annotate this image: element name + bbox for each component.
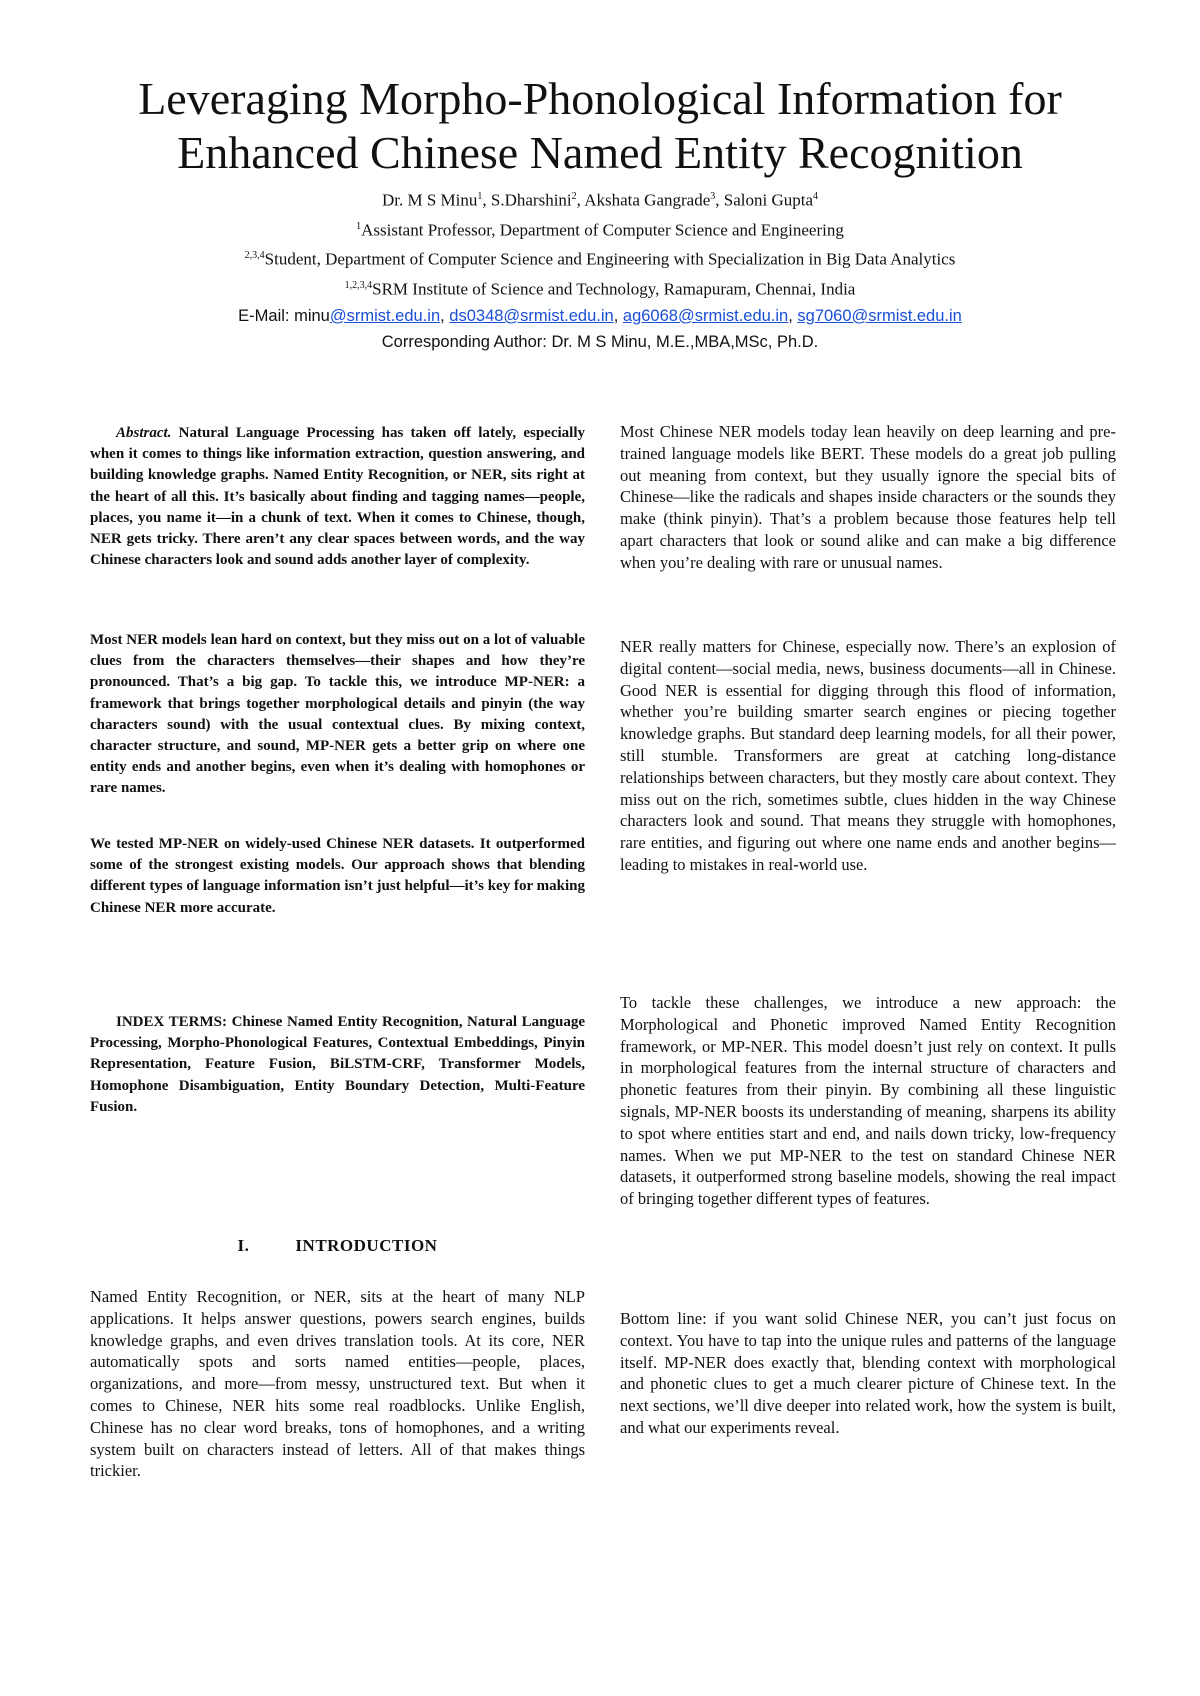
right-paragraph-1: Most Chinese NER models today lean heavily on deep learning and pre-trained language models like BERT. These models do a great job pulling out meaning from context, but they usually ignore the special bits of Chinese—like the radicals and shapes inside characters or the sounds they make (think pinyin). That’s a problem because those features help tell apart characters that look or sound alike and can make a big difference when you’re dealing with rare or unusual names.	[620, 422, 1116, 572]
paper-title	[60, 72, 1140, 180]
right-paragraph-2: NER really matters for Chinese, especially now. There’s an explosion of digital content—social media, news, business documents—all in Chinese. Good NER is essential for digging through this flood of information, whether you’re building smarter search engines or piecing together knowledge graphs. But standard deep learning models, for all their power, still stumble. Transformers are great at catching long-distance relationships between characters, but they mostly care about context. They miss out on the rich, sometimes subtle, clues hidden in the way Chinese characters look and sound. That means they struggle with homophones, rare entities, and figuring out where one name ends and another begins—leading to mistakes in real-world use.	[620, 637, 1116, 874]
corresponding-author: Corresponding Author: Dr. M S Minu, M.E.,MBA,MSc, Ph.D.	[381, 332, 819, 351]
abstract-paragraph-3: We tested MP-NER on widely-used Chinese NER datasets. It outperformed some of the strongest existing models. Our approach shows that blending different types of language information isn’t just helpful—it’s key for making Chinese NER more accurate.	[90, 836, 585, 916]
title-line-2: Enhanced Chinese Named Entity Recognition	[177, 127, 1023, 178]
section-title: INTRODUCTION	[295, 1236, 438, 1255]
author-list: Dr. M S Minu$^1$, S.Dharshini$^2$, Akshata Gangrade$^3$, Saloni Gupta$^4$	[381, 190, 818, 210]
abstract-label: Abstract.	[116, 425, 172, 441]
affiliation-3: $^{1,2,3,4}$SRM Institute of Science and Technology, Ramapuram, Chennai, India	[344, 279, 856, 299]
right-paragraph-3: To tackle these challenges, we introduce a new approach: the Morphological and Phonetic improved Named Entity Recognition framework, or MP-NER. This model doesn’t just rely on context. It pulls in morphological features from the internal structure of characters and phonetic features from their pinyin. By combining all these linguistic signals, MP-NER boosts its understanding of meaning, sharpens its ability to spot where entities start and end, and nails down tricky, low-frequency names. When we put MP-NER to the test on standard Chinese NER datasets, it outperformed strong baseline models, showing the real impact of bringing together different types of features.	[620, 993, 1116, 1209]
email-link-1[interactable]: @srmist.edu.in	[329, 306, 441, 325]
affiliation-1: $^1$Assistant Professor, Department of Computer Science and Engineering	[356, 220, 844, 240]
email-line: E-Mail: minu@srmist.edu.in, ds0348@srmist.edu.in, ag6068@srmist.edu.in, sg7060@srmist.edu.in	[238, 306, 962, 325]
email-link-3[interactable]: ag6068@srmist.edu.in	[622, 306, 789, 325]
right-paragraph-4: Bottom line: if you want solid Chinese NER, you can’t just focus on context. You have to tap into the unique rules and patterns of the language itself. MP-NER does exactly that, blending context with morphological and phonetic clues to get a much clearer picture of Chinese text. In the next sections, we’ll dive deeper into related work, how the system is built, and what our experiments reveal.	[620, 1309, 1116, 1437]
abstract-paragraph-1: Abstract. Natural Language Processing has taken off lately, especially when it comes to things like information extraction, question answering, and building knowledge graphs. Named Entity Recognition, or NER, sits right at the heart of all this. It’s basically about finding and tagging names—people, places, you name it—in a chunk of text. When it comes to Chinese, though, NER gets tricky. There aren’t any clear spaces between words, and the way Chinese characters look and sound adds another layer of complexity.	[90, 425, 585, 569]
email-link-2[interactable]: ds0348@srmist.edu.in	[449, 306, 614, 325]
author-block	[60, 184, 1140, 355]
index-terms: INDEX TERMS: Chinese Named Entity Recognition, Natural Language Processing, Morpho-Phonological Features, Contextual Embeddings, Pinyin Representation, Feature Fusion, BiLSTM-CRF, Transformer Models, Homophone Disambiguation, Entity Boundary Detection, Multi-Feature Fusion.	[90, 1014, 585, 1115]
abstract-paragraph-2: Most NER models lean hard on context, but they miss out on a lot of valuable clues from the characters themselves—their shapes and how they’re pronounced. That’s a big gap. To tackle this, we introduce MP-NER: a framework that brings together morphological details and pinyin (the way characters sound) with the usual contextual clues. By mixing context, character structure, and sound, MP-NER gets a better grip on where one entity ends and another begins, even when it’s dealing with homophones or rare names.	[90, 632, 585, 797]
affiliation-2: $^{2,3,4}$Student, Department of Computer Science and Engineering with Specialization in Big Data Analytics	[244, 249, 956, 269]
email-link-4[interactable]: sg7060@srmist.edu.in	[797, 306, 962, 325]
section-number: I.	[237, 1236, 250, 1255]
section-heading-introduction	[90, 1236, 585, 1256]
title-line-1: Leveraging Morpho-Phonological Information for	[138, 73, 1062, 124]
intro-paragraph-1: Named Entity Recognition, or NER, sits at the heart of many NLP applications. It helps answer questions, powers search engines, builds knowledge graphs, and even drives translation tools. At its core, NER automatically spots and sorts named entities—people, places, organizations, and more—from messy, unstructured text. But when it comes to Chinese, NER hits some real roadblocks. Unlike English, Chinese has no clear word breaks, tons of homophones, and a writing system built on characters instead of letters. All of that makes things trickier.	[90, 1287, 585, 1481]
